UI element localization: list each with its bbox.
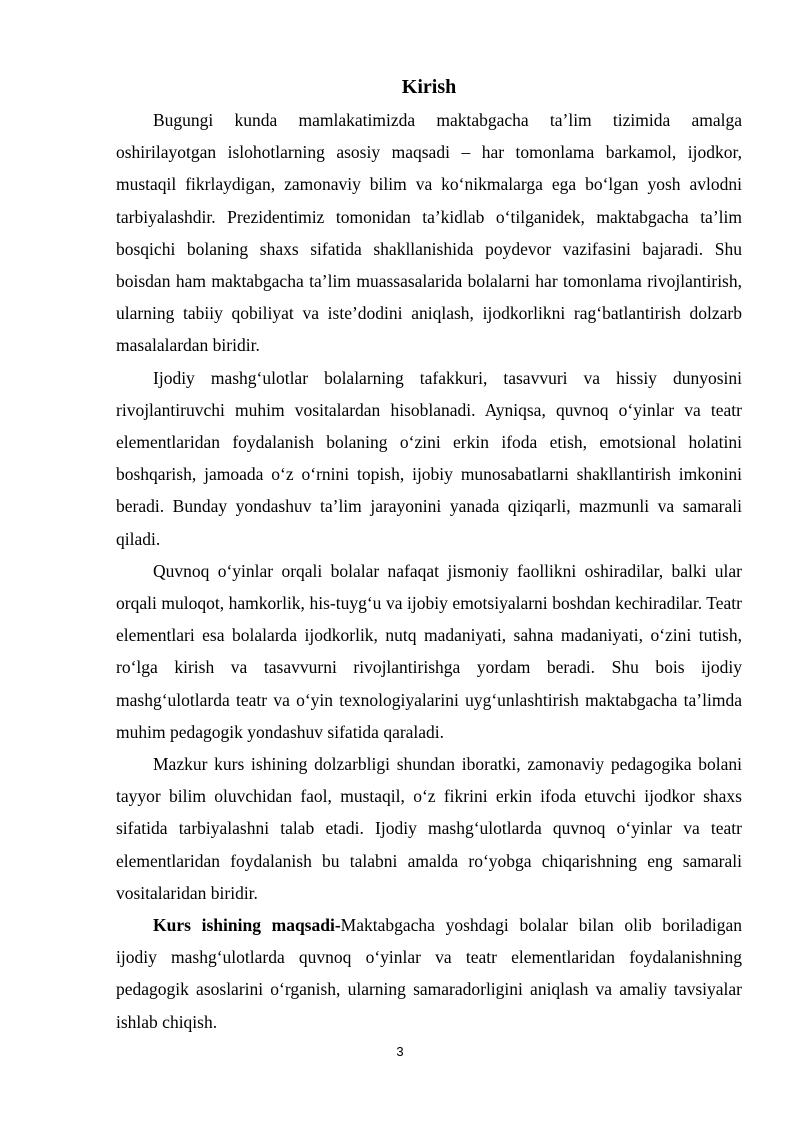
paragraph-intro: Bugungi kunda mamlakatimizda maktabgacha ta’lim tizimida amalga oshirilayotgan islohotlarning asosiy maqsadi – har tomonlama barkamol, ijodkor, mustaqil fikrlaydigan, zamonaviy bilim va ko‘nikmalarga ega bo‘lgan yosh avlodni tarbiyalashdir. Prezidentimiz tomonidan ta’kidlab o‘tilganidek, maktabgacha ta’lim bosqichi bolaning shaxs sifatida shakllanishida poydevor vazifasini bajaradi. Shu boisdan ham maktabgacha ta’lim muassasalarida bolalarni har tomonlama rivojlantirish, ularning tabiiy qobiliyat va iste’dodini aniqlash, ijodkorlikni rag‘batlantirish dolzarb masalalardan biridir. (116, 110, 742, 356)
page-number: 3 (396, 1044, 404, 1059)
document-page (116, 72, 742, 1038)
page-title: Kirish (401, 76, 457, 98)
paragraph-relevance: Mazkur kurs ishining dolzarbligi shundan iboratki, zamonaviy pedagogika bolani tayyor bilim oluvchidan faol, mustaqil, o‘z fikrini erkin ifoda etuvchi ijodkor shaxs sifatida tarbiyalashni talab etadi. Ijodiy mashg‘ulotlarda quvnoq o‘yinlar va teatr elementlaridan foydalanish bu talabni amalda ro‘yobga chiqarishning eng samarali vositalaridan biridir. (116, 754, 742, 903)
paragraph-creative-lessons: Ijodiy mashg‘ulotlar bolalarning tafakkuri, tasavvuri va hissiy dunyosini rivojlantiruvchi muhim vositalardan hisoblanadi. Ayniqsa, quvnoq o‘yinlar va teatr elementlaridan foydalanish bolaning o‘zini erkin ifoda etish, emotsional holatini boshqarish, jamoada o‘z o‘rnini topish, ijobiy munosabatlarni shakllantirish imkonini beradi. Bunday yondashuv ta’lim jarayonini yanada qiziqarli, mazmunli va samarali qiladi. (116, 367, 742, 549)
paragraph-games-theatre: Quvnoq o‘yinlar orqali bolalar nafaqat jismoniy faollikni oshiradilar, balki ular orqali muloqot, hamkorlik, his-tuyg‘u va ijobiy emotsiyalarni boshdan kechiradilar. Teatr elementlari esa bolalarda ijodkorlik, nutq madaniyati, sahna madaniyati, o‘zini tutish, ro‘lga kirish va tasavvurni rivojlantirishga yordam beradi. Shu bois ijodiy mashg‘ulotlarda teatr va o‘yin texnologiyalarini uyg‘unlashtirish maktabgacha ta’limda muhim pedagogik yondashuv sifatida qaraladi. (116, 560, 742, 742)
paragraph-goal (116, 909, 742, 1038)
goal-label: Kurs ishining maqsadi- (153, 915, 341, 936)
goal-text: Maktabgacha yoshdagi bolalar bilan olib boriladigan ijodiy mashg‘ulotlarda quvnoq o‘yinlar va teatr elementlaridan foydalanishning pedagogik asoslarini o‘rganish, ularning samaradorligini aniqlash va amaliy tavsiyalar ishlab chiqish. (116, 915, 743, 1032)
